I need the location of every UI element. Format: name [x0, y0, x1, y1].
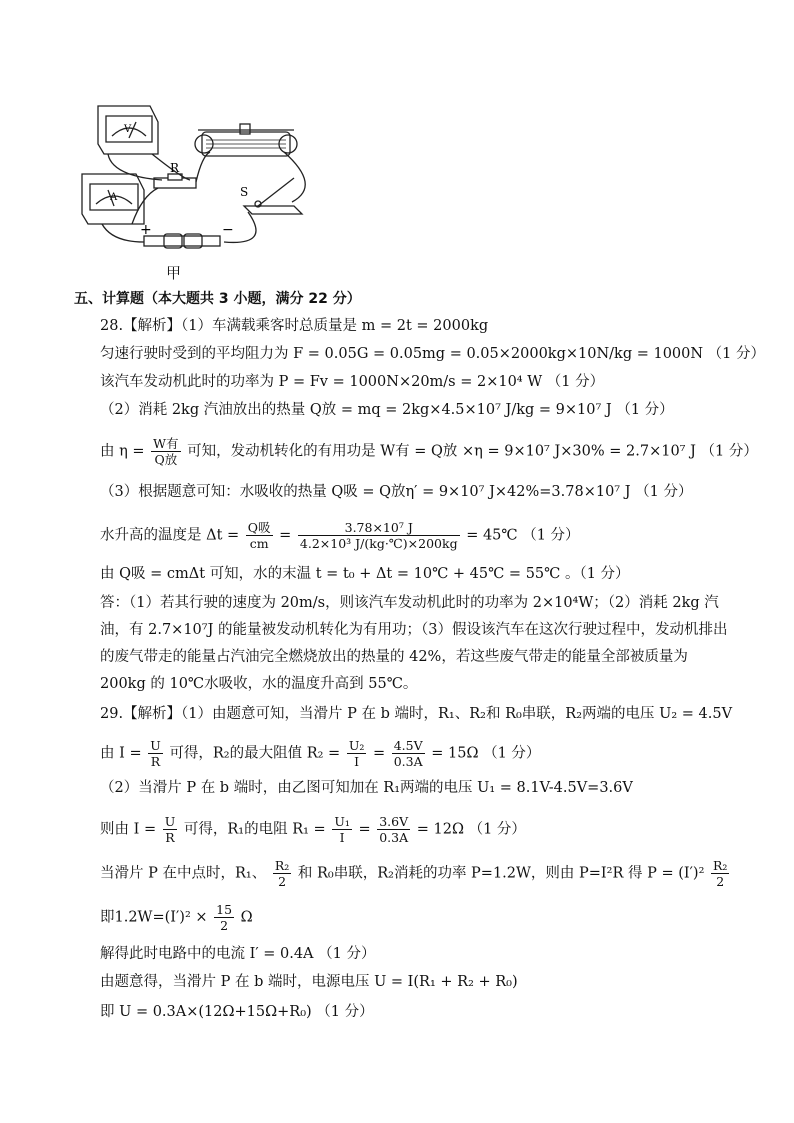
- q29-line-8: 由题意得，当滑片 P 在 b 端时，电源电压 U = I(R₁ + R₂ + R₀): [100, 974, 518, 990]
- r2-fraction: [347, 738, 367, 769]
- half-r2-fraction: [273, 858, 291, 889]
- q29-line-2-mid: 可得，R₂的最大阻值 R₂ =: [169, 745, 341, 762]
- q29-line-6: [100, 902, 253, 933]
- frac-den: 2: [220, 918, 229, 933]
- frac-den: I: [354, 754, 360, 769]
- ammeter-label: A: [110, 192, 118, 203]
- q29-line-5-pre: 当滑片 P 在中点时，R₁、: [100, 865, 267, 882]
- efficiency-fraction: [151, 436, 180, 467]
- q29-line-1: 29.【解析】（1）由题意可知，当滑片 P 在 b 端时，R₁、R₂和 R₀串联，R₂两端的电压 U₂ = 4.5V: [100, 706, 733, 722]
- frac-num: 4.5V: [393, 738, 423, 753]
- frac-num: R₂: [274, 858, 290, 873]
- q28-line-5: [100, 436, 758, 467]
- q29-line-7: 解得此时电路中的电流 I′ = 0.4A （1 分）: [100, 946, 376, 962]
- q28-line-3: 该汽车发动机此时的功率为 P = Fv = 1000N×20m/s = 2×10⁴ W （1 分）: [100, 374, 605, 390]
- q29-line-4-post: = 12Ω （1 分）: [416, 821, 526, 838]
- frac-den: I: [339, 830, 345, 845]
- q29-line-2: [100, 738, 540, 769]
- frac-num: U₁: [334, 814, 350, 829]
- frac-num: U: [150, 738, 161, 753]
- voltmeter-label: V: [124, 124, 132, 135]
- q29-line-5-mid: 和 R₀串联，R₂消耗的功率 P=1.2W，则由 P=I²R 得 P = (I′)²: [297, 865, 705, 882]
- q29-line-4-pre: 则由 I =: [100, 821, 157, 838]
- q28-line-7: 水升高的温度是 Δt = $\frac{\text{Q吸}}{cm}$ = $\frac{\text{3.78×10⁷ J}}{\text{4.2×10³ J/(kg·℃)×200kg}}$ = 45℃ （1 分）: [100, 520, 580, 551]
- frac-num: U: [164, 814, 176, 829]
- q28-line-4: （2）消耗 2kg 汽油放出的热量 Q放 = mq = 2kg×4.5×10⁷ J/kg = 9×10⁷ J （1 分）: [100, 402, 674, 418]
- frac-num: 3.78×10⁷ J: [298, 520, 460, 536]
- frac-num: 15: [216, 902, 233, 917]
- q28-line-6: （3）根据题意可知：水吸收的热量 Q吸 = Q放η′ = 9×10⁷ J×42%=3.78×10⁷ J （1 分）: [100, 484, 693, 500]
- q29-line-4-mid: 可得，R₁的电阻 R₁ =: [183, 821, 326, 838]
- equals-sign: =: [372, 745, 386, 762]
- q29-line-3: （2）当滑片 P 在 b 端时，由乙图可知加在 R₁两端的电压 U₁ = 8.1V-4.5V=3.6V: [100, 780, 633, 796]
- frac-den: cm: [249, 536, 269, 551]
- frac-den: Q放: [154, 452, 178, 467]
- temp-fraction-1: [246, 520, 273, 551]
- q29-line-2-pre: 由 I =: [100, 745, 142, 762]
- frac-den: R: [150, 754, 161, 769]
- q28-line-1: 28.【解析】（1）车满载乘客时总质量是 m = 2t = 2000kg: [100, 318, 489, 334]
- r2-value-fraction: [392, 738, 425, 769]
- q29-line-9: 即 U = 0.3A×(12Ω+15Ω+R₀) （1 分）: [100, 1004, 374, 1020]
- temp-fraction-2: [298, 520, 460, 551]
- q29-line-6-pre: 即1.2W=(I′)² ×: [100, 909, 208, 926]
- equals-sign: =: [358, 821, 371, 838]
- frac-den: 2: [278, 874, 287, 889]
- q28-line-7-post: = 45℃ （1 分）: [466, 527, 580, 544]
- frac-den: R: [165, 830, 175, 845]
- r1-fraction: [332, 814, 352, 845]
- ohm-fraction-2: [163, 814, 178, 845]
- plus-label: +: [140, 222, 152, 238]
- minus-label: −: [222, 222, 234, 238]
- switch-icon: [244, 206, 302, 214]
- frac-num: W有: [153, 436, 179, 451]
- frac-den: 0.3A: [393, 754, 423, 769]
- q28-line-2: 匀速行驶时受到的平均阻力为 F = 0.05G = 0.05mg = 0.05×2000kg×10N/kg = 1000N （1 分）: [100, 346, 766, 362]
- q28-line-8: 由 Q吸 = cmΔt 可知，水的末温 t = t₀ + Δt = 10℃ + 45℃ = 55℃ 。（1 分）: [100, 566, 630, 582]
- figure-caption: 甲: [166, 264, 182, 282]
- q28-line-5-pre: 由 η =: [100, 443, 145, 460]
- frac-den: 2: [716, 874, 725, 889]
- r1-value-fraction: [377, 814, 410, 845]
- frac-den: 0.3A: [379, 830, 409, 845]
- frac-num: 3.6V: [379, 814, 409, 829]
- frac-num: Q吸: [247, 520, 271, 535]
- frac-num: R₂: [713, 858, 728, 873]
- q28-answer: 答：（1）若其行驶的速度为 20m/s，则该汽车发动机此时的功率为 2×10⁴W；（2）消耗 2kg 汽油，有 2.7×10⁷J 的能量被发动机转化为有用功；（3）假设该汽车在这次行驶过程中，发动机排出的废气带走的能量占汽油完全燃烧放出的热量的 42%，若这些废气带走的能量全部被质量为 200kg 的 10℃水吸收，水的温度升高到 55℃。: [100, 595, 728, 692]
- fifteen-halves-fraction: [214, 902, 234, 933]
- q29-line-4: [100, 814, 526, 845]
- frac-den: 4.2×10³ J/(kg·℃)×200kg: [299, 536, 458, 551]
- half-r2-fraction-2: [711, 858, 729, 889]
- q29-line-6-post: Ω: [240, 909, 253, 926]
- q28-line-7-pre: 水升高的温度是 Δt =: [100, 527, 240, 544]
- resistor-label: R: [170, 161, 180, 175]
- ohm-fraction: [148, 738, 163, 769]
- q29-line-2-post: = 15Ω （1 分）: [431, 745, 541, 762]
- q28-line-5-post: 可知，发动机转化的有用功是 W有 = Q放 ×η = 9×10⁷ J×30% = 2.7×10⁷ J （1 分）: [187, 443, 758, 460]
- frac-num: U₂: [348, 738, 365, 753]
- switch-label: S: [240, 185, 249, 199]
- section-title: 五、计算题（本大题共 3 小题，满分 22 分）: [74, 291, 361, 307]
- circuit-diagram: [72, 96, 312, 282]
- q29-line-5: [100, 858, 731, 889]
